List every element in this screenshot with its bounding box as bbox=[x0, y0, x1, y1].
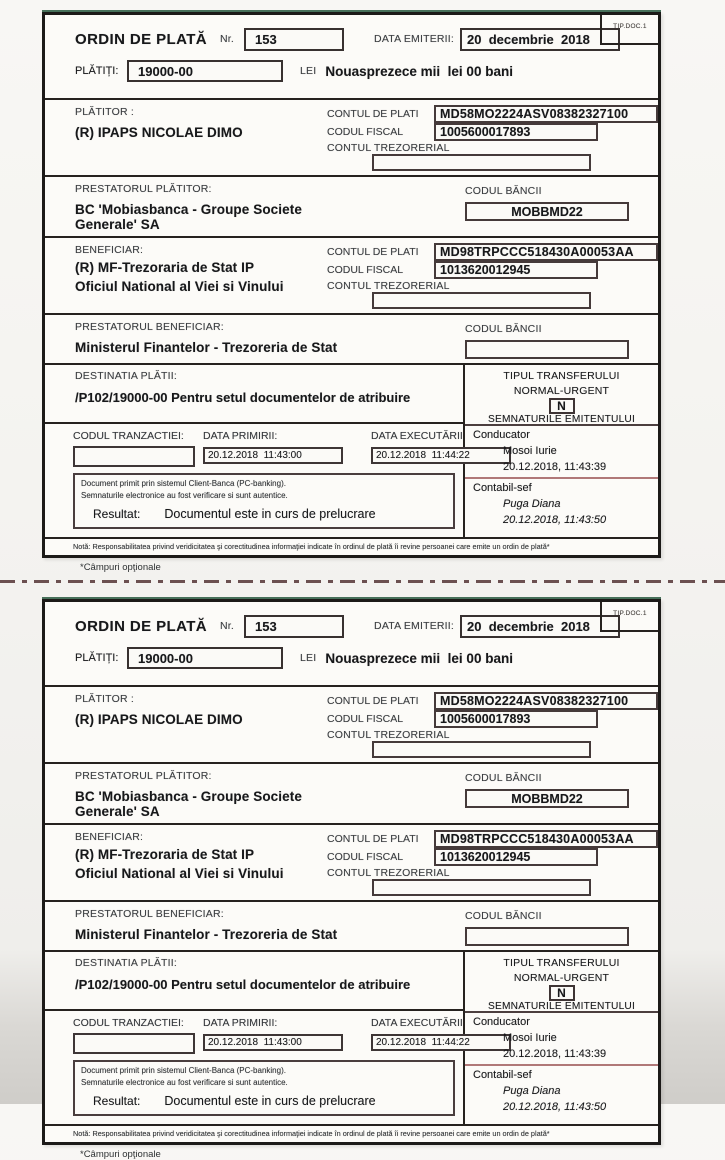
payer-fiscal-value: 1005600017893 bbox=[434, 710, 598, 728]
beneficiary-label: BENEFICIAR: bbox=[75, 244, 144, 256]
accountant-datetime: 20.12.2018, 11:43:50 bbox=[503, 514, 607, 526]
beneficiary-name-line1: (R) MF-Trezoraria de Stat IP bbox=[75, 260, 255, 275]
received-date-value: 20.12.2018 11:43:00 bbox=[203, 447, 343, 464]
accountant-name: Puga Diana bbox=[503, 1085, 561, 1097]
accountant-signature-block bbox=[465, 1066, 658, 1124]
beneficiary-treasury-label: CONTUL TREZORERIAL bbox=[327, 279, 450, 292]
destination-label: DESTINATIA PLĂTII: bbox=[75, 957, 178, 969]
status-line-1: Document primit prin sistemul Client-Banca (PC-banking). bbox=[81, 479, 286, 488]
transfer-type-label: TIPUL TRANSFERULUI bbox=[503, 370, 620, 382]
executed-date-label: DATA EXECUTĂRII bbox=[371, 1017, 463, 1029]
payer-bank-label: PRESTATORUL PLĂTITOR: bbox=[75, 183, 212, 195]
destination-section bbox=[45, 365, 463, 424]
header-row-amount bbox=[75, 57, 658, 85]
payer-treasury-box bbox=[372, 154, 591, 171]
amount-in-words: Nouasprezece mii lei 00 bani bbox=[325, 63, 513, 79]
payer-bank-name: BC 'Mobiasbanca - Groupe Societe Generale' SA bbox=[75, 202, 302, 232]
destination-section bbox=[45, 952, 463, 1011]
form-note: Notă: Responsabilitatea privind veridicitatea şi corectitudinea informaţiei indicate în ordinul de plată îi revine persoanei care emite un ordin de plată* bbox=[73, 1129, 550, 1138]
director-name: Mosoi Iurie bbox=[503, 1032, 557, 1044]
pay-label: PLĂTIȚI: bbox=[75, 65, 119, 77]
beneficiary-bank-name: Ministerul Finantelor - Trezoreria de Stat bbox=[75, 927, 338, 942]
payer-treasury-box bbox=[372, 741, 591, 758]
currency-label: LEI bbox=[300, 652, 317, 664]
beneficiary-bank-code-label: CODUL BĂNCII bbox=[465, 910, 542, 922]
signatures-header: SEMNATURILE EMITENTULUI bbox=[487, 414, 636, 425]
payer-account-label: CONTUL DE PLATI bbox=[327, 108, 419, 120]
payer-account-value: MD58MO2224ASV08382327100 bbox=[434, 692, 658, 710]
beneficiary-treasury-box bbox=[372, 292, 591, 309]
director-name: Mosoi Iurie bbox=[503, 445, 557, 457]
executed-date-value: 20.12.2018 11:44:22 bbox=[371, 447, 511, 464]
result-label: Resultat: bbox=[93, 1093, 141, 1108]
beneficiary-fiscal-value: 1013620012945 bbox=[434, 848, 598, 866]
order-number-value: 153 bbox=[244, 615, 344, 638]
emission-date-label: DATA EMITERII: bbox=[374, 620, 455, 632]
accountant-signature-block bbox=[465, 479, 658, 537]
transfer-type-options: NORMAL-URGENT bbox=[513, 385, 610, 397]
transfer-type-value: N bbox=[549, 985, 575, 1001]
received-date-value: 20.12.2018 11:43:00 bbox=[203, 1034, 343, 1051]
payer-treasury-label: CONTUL TREZORERIAL bbox=[327, 141, 450, 154]
accountant-label: Contabil-sef bbox=[473, 482, 532, 494]
form-header bbox=[45, 15, 658, 100]
director-signature-block bbox=[465, 1013, 658, 1066]
beneficiary-bank-name: Ministerul Finantelor - Trezoreria de Stat bbox=[75, 340, 338, 355]
beneficiary-bank-code-label: CODUL BĂNCII bbox=[465, 323, 542, 335]
payer-bank-label: PRESTATORUL PLĂTITOR: bbox=[75, 770, 212, 782]
currency-label: LEI bbox=[300, 65, 317, 77]
transfer-type-options: NORMAL-URGENT bbox=[513, 972, 610, 984]
pay-label: PLĂTIȚI: bbox=[75, 652, 119, 664]
payer-label: PLĂTITOR : bbox=[75, 693, 134, 705]
status-box bbox=[73, 1060, 455, 1116]
optional-fields-note-1: *Câmpuri opţionale bbox=[80, 562, 161, 573]
payer-bank-code-value: MOBBMD22 bbox=[465, 789, 629, 808]
status-line-1: Document primit prin sistemul Client-Banca (PC-banking). bbox=[81, 1066, 286, 1075]
transaction-code-label: CODUL TRANZACTIEI: bbox=[73, 430, 184, 442]
order-number-label: Nr. bbox=[220, 620, 235, 632]
payer-bank-code-value: MOBBMD22 bbox=[465, 202, 629, 221]
lower-area bbox=[45, 952, 658, 1126]
emission-date-value: 20 decembrie 2018 bbox=[460, 28, 620, 51]
status-box bbox=[73, 473, 455, 529]
beneficiary-bank-code-value bbox=[465, 927, 629, 946]
beneficiary-account-label: CONTUL DE PLATI bbox=[327, 833, 419, 845]
payer-name: (R) IPAPS NICOLAE DIMO bbox=[75, 125, 243, 140]
beneficiary-treasury-label: CONTUL TREZORERIAL bbox=[327, 866, 450, 879]
payer-fiscal-label: CODUL FISCAL bbox=[327, 713, 404, 725]
beneficiary-bank-label: PRESTATORUL BENEFICIAR: bbox=[75, 908, 224, 920]
beneficiary-bank-code-value bbox=[465, 340, 629, 359]
beneficiary-fiscal-value: 1013620012945 bbox=[434, 261, 598, 279]
payer-bank-code-label: CODUL BĂNCII bbox=[465, 185, 542, 197]
beneficiary-fiscal-label: CODUL FISCAL bbox=[327, 264, 404, 276]
transfer-type-label: TIPUL TRANSFERULUI bbox=[503, 957, 620, 969]
doc-type-badge: TIP.DOC.1 bbox=[600, 15, 658, 45]
beneficiary-account-label: CONTUL DE PLATI bbox=[327, 246, 419, 258]
accountant-label: Contabil-sef bbox=[473, 1069, 532, 1081]
director-datetime: 20.12.2018, 11:43:39 bbox=[503, 461, 607, 473]
beneficiary-section bbox=[45, 825, 658, 902]
director-signature-block bbox=[465, 426, 658, 479]
payer-name: (R) IPAPS NICOLAE DIMO bbox=[75, 712, 243, 727]
payer-section bbox=[45, 687, 658, 764]
destination-label: DESTINATIA PLĂTII: bbox=[75, 370, 178, 382]
emission-date-label: DATA EMITERII: bbox=[374, 33, 455, 45]
beneficiary-name-line2: Oficiul National al Viei si Vinului bbox=[75, 279, 284, 294]
payer-account-label: CONTUL DE PLATI bbox=[327, 695, 419, 707]
payment-order-copy-2 bbox=[42, 599, 661, 1145]
beneficiary-name-line1: (R) MF-Trezoraria de Stat IP bbox=[75, 847, 255, 862]
payer-account-value: MD58MO2224ASV08382327100 bbox=[434, 105, 658, 123]
payer-bank-section bbox=[45, 764, 658, 825]
accountant-datetime: 20.12.2018, 11:43:50 bbox=[503, 1101, 607, 1113]
transaction-code-label: CODUL TRANZACTIEI: bbox=[73, 1017, 184, 1029]
executed-date-value: 20.12.2018 11:44:22 bbox=[371, 1034, 511, 1051]
beneficiary-section bbox=[45, 238, 658, 315]
transaction-code-box bbox=[73, 1033, 195, 1054]
form-note: Notă: Responsabilitatea privind veridicitatea şi corectitudinea informaţiei indicate în ordinul de plată îi revine persoanei care emite un ordin de plată* bbox=[73, 542, 550, 551]
payer-treasury-label: CONTUL TREZORERIAL bbox=[327, 728, 450, 741]
lower-area bbox=[45, 365, 658, 539]
beneficiary-treasury-box bbox=[372, 879, 591, 896]
beneficiary-bank-section bbox=[45, 902, 658, 952]
destination-value: /P102/19000-00 Pentru setul documentelor de atribuire bbox=[75, 390, 411, 405]
transfer-type-value: N bbox=[549, 398, 575, 414]
transaction-code-box bbox=[73, 446, 195, 467]
beneficiary-bank-label: PRESTATORUL BENEFICIAR: bbox=[75, 321, 224, 333]
order-number-label: Nr. bbox=[220, 33, 235, 45]
transfer-type-section bbox=[465, 952, 658, 1013]
transfer-type-section bbox=[465, 365, 658, 426]
status-line-2: Semnaturile electronice au fost verificare si sunt autentice. bbox=[81, 1078, 288, 1088]
amount-value: 19000-00 bbox=[127, 647, 283, 669]
status-line-2: Semnaturile electronice au fost verificare si sunt autentice. bbox=[81, 491, 288, 501]
beneficiary-fiscal-label: CODUL FISCAL bbox=[327, 851, 404, 863]
director-datetime: 20.12.2018, 11:43:39 bbox=[503, 1048, 607, 1060]
result-label: Resultat: bbox=[93, 506, 141, 521]
payer-section bbox=[45, 100, 658, 177]
result-value: Documentul este in curs de prelucrare bbox=[164, 1093, 376, 1108]
accountant-name: Puga Diana bbox=[503, 498, 561, 510]
cut-separator-line bbox=[0, 580, 725, 583]
beneficiary-account-value: MD98TRPCCC518430A00053AA bbox=[434, 830, 658, 848]
payer-bank-name: BC 'Mobiasbanca - Groupe Societe Generale' SA bbox=[75, 789, 302, 819]
received-date-label: DATA PRIMIRII: bbox=[203, 430, 278, 442]
payer-fiscal-label: CODUL FISCAL bbox=[327, 126, 404, 138]
emission-date-value: 20 decembrie 2018 bbox=[460, 615, 620, 638]
director-label: Conducator bbox=[473, 1016, 530, 1028]
order-number-value: 153 bbox=[244, 28, 344, 51]
beneficiary-bank-section bbox=[45, 315, 658, 365]
form-title: ORDIN DE PLATĂ bbox=[75, 617, 207, 635]
form-header bbox=[45, 602, 658, 687]
beneficiary-label: BENEFICIAR: bbox=[75, 831, 144, 843]
transaction-row bbox=[45, 424, 470, 472]
doc-type-badge: TIP.DOC.1 bbox=[600, 602, 658, 632]
result-value: Documentul este in curs de prelucrare bbox=[164, 506, 376, 521]
amount-value: 19000-00 bbox=[127, 60, 283, 82]
received-date-label: DATA PRIMIRII: bbox=[203, 1017, 278, 1029]
beneficiary-account-value: MD98TRPCCC518430A00053AA bbox=[434, 243, 658, 261]
director-label: Conducator bbox=[473, 429, 530, 441]
executed-date-label: DATA EXECUTĂRII bbox=[371, 430, 463, 442]
amount-in-words: Nouasprezece mii lei 00 bani bbox=[325, 650, 513, 666]
transaction-row bbox=[45, 1011, 470, 1059]
header-row-amount bbox=[75, 644, 658, 672]
beneficiary-name-line2: Oficiul National al Viei si Vinului bbox=[75, 866, 284, 881]
signatures-header: SEMNATURILE EMITENTULUI bbox=[487, 1001, 636, 1012]
payer-bank-code-label: CODUL BĂNCII bbox=[465, 772, 542, 784]
destination-value: /P102/19000-00 Pentru setul documentelor de atribuire bbox=[75, 977, 411, 992]
payer-bank-section bbox=[45, 177, 658, 238]
header-row-title bbox=[75, 23, 658, 55]
payment-order-copy-1 bbox=[42, 12, 661, 558]
optional-fields-note-2: *Câmpuri opţionale bbox=[80, 1149, 161, 1160]
payer-label: PLĂTITOR : bbox=[75, 106, 134, 118]
header-row-title bbox=[75, 610, 658, 642]
payer-fiscal-value: 1005600017893 bbox=[434, 123, 598, 141]
form-title: ORDIN DE PLATĂ bbox=[75, 30, 207, 48]
